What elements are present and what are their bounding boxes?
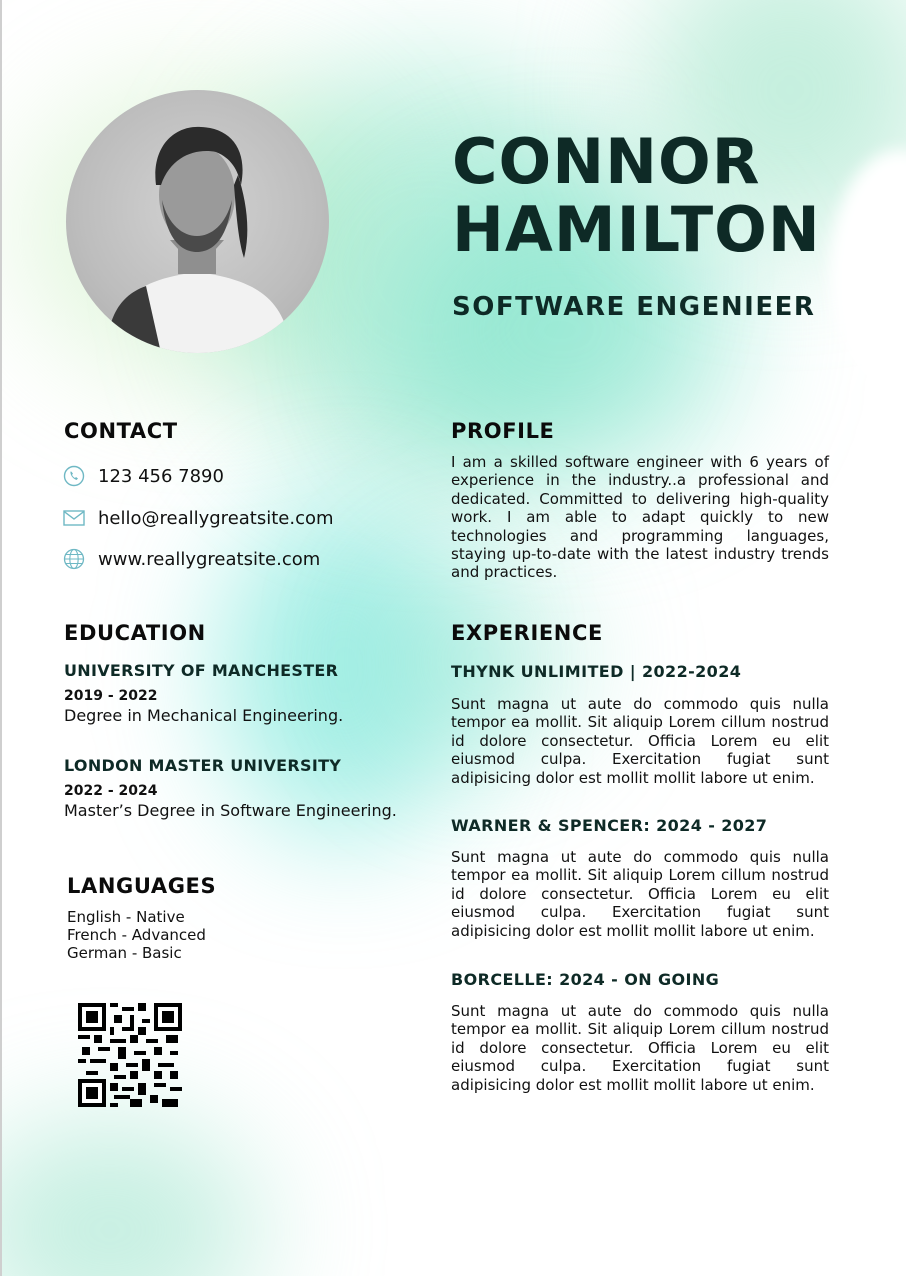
education-degree: Degree in Mechanical Engineering. [64,706,344,725]
profile-heading: PROFILE [451,419,555,443]
first-name: CONNOR [452,125,761,198]
candidate-name [452,125,821,266]
languages-list [67,908,206,962]
profile-text: I am a skilled software engineer with 6 years of experience in the industry..a professional and dedicated. Committed to delivering high-quality work. I am able to adapt quickly to new technologies and programming languages, staying up-to-date with the latest industry trends and practices. [451,453,829,582]
experience-heading: EXPERIENCE [451,621,603,645]
languages-heading: LANGUAGES [67,874,217,898]
website-url[interactable]: www.reallygreatsite.com [98,548,321,570]
job-title: SOFTWARE ENGENIEER [452,292,816,322]
language-item: French - Advanced [67,926,206,944]
phone-icon [62,464,86,488]
education-years: 2019 - 2022 [64,688,158,704]
profile-photo [66,90,329,353]
education-degree: Master’s Degree in Software Engineering. [64,801,397,820]
experience-title: WARNER & SPENCER: 2024 - 2027 [451,816,768,835]
education-years: 2022 - 2024 [64,783,158,799]
phone-number[interactable]: 123 456 7890 [98,465,224,487]
education-school: LONDON MASTER UNIVERSITY [64,756,342,775]
experience-description: Sunt magna ut aute do commodo quis nulla tempor ea mollit. Sit aliquip Lorem cillum nostrud id dolore consectetur. Officia Lorem eu elit eiusmod culpa. Exercitation fugiat sunt adipisicing dolor est mollit mollit labore ut enim. [451,1002,829,1094]
contact-heading: CONTACT [64,419,178,443]
language-item: German - Basic [67,944,182,962]
email-address[interactable]: hello@reallygreatsite.com [98,507,334,529]
experience-title: BORCELLE: 2024 - ON GOING [451,970,720,989]
experience-title: THYNK UNLIMITED | 2022-2024 [451,662,742,681]
mail-icon [62,506,86,530]
globe-icon [62,547,86,571]
experience-description: Sunt magna ut aute do commodo quis nulla tempor ea mollit. Sit aliquip Lorem cillum nostrud id dolore consectetur. Officia Lorem eu elit eiusmod culpa. Exercitation fugiat sunt adipisicing dolor est mollit mollit labore ut enim. [451,695,829,787]
language-item: English - Native [67,908,185,926]
contact-phone [62,464,224,488]
qr-code[interactable] [78,1003,182,1107]
contact-website [62,547,320,571]
contact-email [62,506,334,530]
education-school: UNIVERSITY OF MANCHESTER [64,661,339,680]
education-heading: EDUCATION [64,621,206,645]
last-name: HAMILTON [452,193,821,266]
experience-description: Sunt magna ut aute do commodo quis nulla tempor ea mollit. Sit aliquip Lorem cillum nostrud id dolore consectetur. Officia Lorem eu elit eiusmod culpa. Exercitation fugiat sunt adipisicing dolor est mollit mollit labore ut enim. [451,848,829,940]
